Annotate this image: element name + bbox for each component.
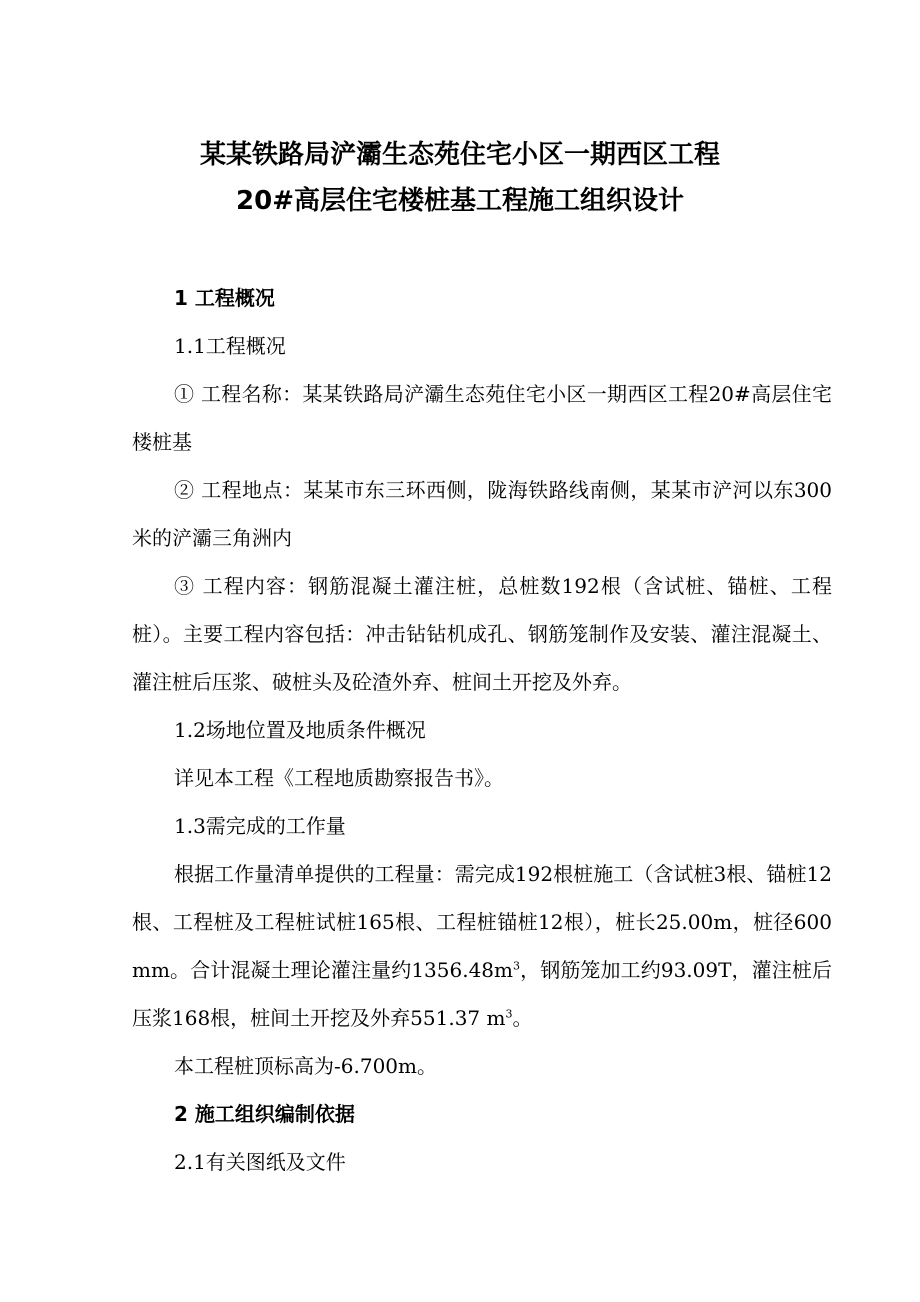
workload-text-b: ，钢筋笼加工约93.09T，灌注桩后压浆168根，桩间土开挖及外弃551.37 m xyxy=(132,958,832,1030)
workload-paragraph xyxy=(132,850,832,1042)
section-heading-1: 1 工程概况 xyxy=(174,286,275,310)
subsection-heading-1-3: 1.3需完成的工作量 xyxy=(174,814,346,838)
document-body xyxy=(132,274,832,1186)
subsection-heading-2-1: 2.1有关图纸及文件 xyxy=(174,1150,346,1174)
document-title-line2: 20#高层住宅楼桩基工程施工组织设计 xyxy=(236,186,684,216)
subsection-heading-1-1: 1.1工程概况 xyxy=(174,334,286,358)
project-name-item: ① 工程名称：某某铁路局浐灞生态苑住宅小区一期西区工程20#高层住宅楼桩基 xyxy=(132,382,832,454)
geology-reference-paragraph: 详见本工程《工程地质勘察报告书》。 xyxy=(174,766,504,790)
pile-top-elevation-paragraph: 本工程桩顶标高为-6.700m。 xyxy=(174,1054,437,1078)
subsection-heading-1-2: 1.2场地位置及地质条件概况 xyxy=(174,718,426,742)
section-heading-2: 2 施工组织编制依据 xyxy=(174,1102,355,1126)
workload-text-c: 。 xyxy=(512,1006,533,1030)
project-location-item: ② 工程地点：某某市东三环西侧，陇海铁路线南侧，某某市浐河以东300米的浐灞三角洲内 xyxy=(132,478,832,550)
document-title-line1: 某某铁路局浐灞生态苑住宅小区一期西区工程 xyxy=(199,140,720,170)
unit-superscript-2: 3 xyxy=(505,1007,513,1021)
unit-superscript-1: 3 xyxy=(513,959,520,973)
project-content-item: ③ 工程内容：钢筋混凝土灌注桩，总桩数192根（含试桩、锚桩、工程桩）。主要工程内容包括：冲击钻钻机成孔、钢筋笼制作及安装、灌注混凝土、灌注桩后压浆、破桩头及砼渣外弃、桩间土开挖及外弃。 xyxy=(132,574,832,694)
workload-text-a: 根据工作量清单提供的工程量：需完成192根桩施工（含试桩3根、锚桩12根、工程桩及工程桩试桩165根、工程桩锚桩12根），桩长25.00m，桩径600mm。合计混凝土理论灌注量约1356.48m xyxy=(132,862,832,982)
